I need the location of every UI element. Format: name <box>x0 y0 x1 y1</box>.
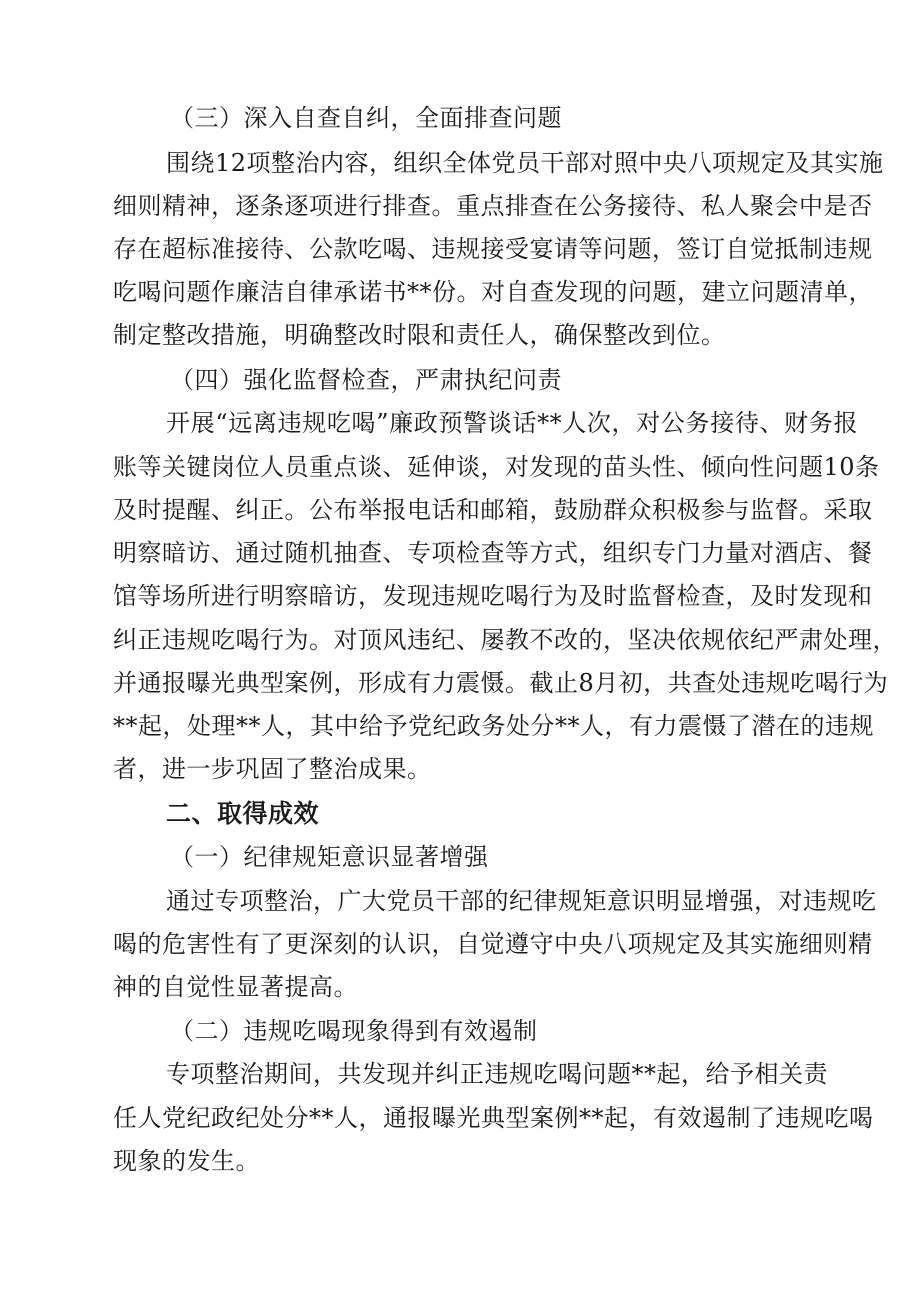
paragraph-line: 纠正违规吃喝行为。对顶风违纪、屡教不改的，坚决依规依纪严肃处理， <box>113 626 897 654</box>
paragraph-line: 并通报曝光典型案例，形成有力震慑。截止8月初，共查处违规吃喝行为 <box>113 669 889 697</box>
paragraph-line: 现象的发生。 <box>113 1147 260 1175</box>
paragraph-line: 细则精神，逐条逐项进行排查。重点排查在公务接待、私人聚会中是否 <box>113 192 873 220</box>
paragraph-line: **起，处理**人，其中给予党纪政务处分**人，有力震慑了潜在的违规 <box>113 712 874 740</box>
paragraph-line: 及时提醒、纠正。公布举报电话和邮箱，鼓励群众积极参与监督。采取 <box>113 496 873 524</box>
paragraph-line: 通过专项整治，广大党员干部的纪律规矩意识明显增强，对违规吃 <box>166 887 877 915</box>
paragraph-line: 存在超标准接待、公款吃喝、违规接受宴请等问题，签订自觉抵制违规 <box>113 235 873 263</box>
paragraph-line: 神的自觉性显著提高。 <box>113 973 358 1001</box>
paragraph-line: 开展“远离违规吃喝”廉政预警谈话**人次，对公务接待、财务报 <box>166 409 858 437</box>
subheading-4: （四）强化监督检查，严肃执纪问责 <box>170 366 562 394</box>
paragraph-line: 专项整治期间，共发现并纠正违规吃喝问题**起，给予相关责 <box>166 1060 828 1088</box>
paragraph-line: 馆等场所进行明察暗访，发现违规吃喝行为及时监督检查，及时发现和 <box>113 582 873 610</box>
paragraph-line: 吃喝问题作廉洁自律承诺书**份。对自查发现的问题，建立问题清单， <box>113 278 873 306</box>
section-heading: 二、取得成效 <box>166 799 320 828</box>
paragraph-line: 者，进一步巩固了整治成果。 <box>113 755 432 783</box>
paragraph-line: 喝的危害性有了更深刻的认识，自觉遵守中央八项规定及其实施细则精 <box>113 930 873 958</box>
paragraph-line: 制定整改措施，明确整改时限和责任人，确保整改到位。 <box>113 321 726 349</box>
subheading-2: （二）违规吃喝现象得到有效遏制 <box>170 1017 538 1045</box>
subheading-1: （一）纪律规矩意识显著增强 <box>170 843 489 871</box>
paragraph-line: 账等关键岗位人员重点谈、延伸谈，对发现的苗头性、倾向性问题10条 <box>113 453 880 481</box>
paragraph-line: 围绕12项整治内容，组织全体党员干部对照中央八项规定及其实施 <box>166 149 884 177</box>
paragraph-line: 明察暗访、通过随机抽查、专项检查等方式，组织专门力量对酒店、餐 <box>113 539 873 567</box>
paragraph-line: 任人党纪政纪处分**人，通报曝光典型案例**起，有效遏制了违规吃喝 <box>113 1104 874 1132</box>
subheading-3: （三）深入自查自纠，全面排查问题 <box>170 104 562 132</box>
